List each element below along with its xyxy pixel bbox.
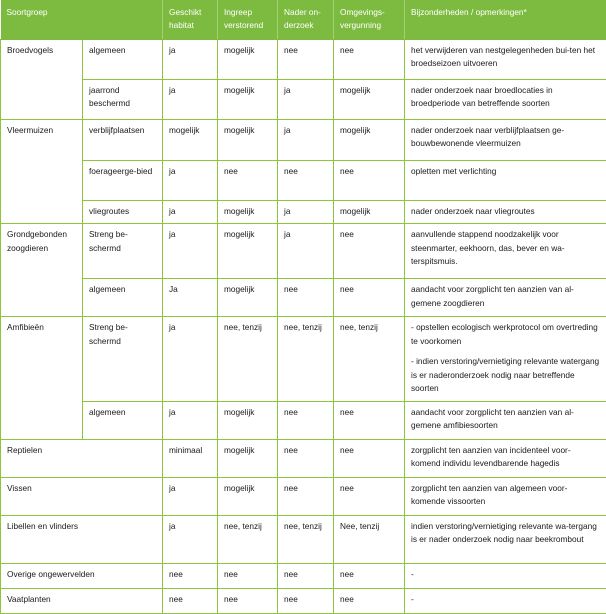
cell-omgevingsvergunning: nee: [334, 477, 405, 515]
cell-paragraph: nader onderzoek naar verblijfplaatsen ge-bouwbewonende vleermuizen: [411, 124, 600, 151]
cell-bijzonderheden: [405, 317, 606, 401]
header-line-2: habitat: [169, 19, 212, 32]
header-line-1: Nader on-: [284, 6, 328, 19]
column-header-omgevingsvergunning: [334, 0, 405, 39]
cell-omgevingsvergunning: mogelijk: [334, 119, 405, 160]
cell-geschikt-habitat: ja: [163, 515, 218, 563]
cell-bijzonderheden: [405, 224, 606, 279]
cell-nader-onderzoek: nee: [278, 477, 334, 515]
cell-ingreep-verstorend: mogelijk: [218, 39, 278, 79]
cell-soortgroep: Overige ongewervelden: [1, 563, 163, 588]
cell-geschikt-habitat: nee: [163, 588, 218, 613]
cell-soortgroep: Broedvogels: [1, 39, 83, 119]
table-row: [1, 563, 606, 588]
cell-paragraph: nader onderzoek naar vliegroutes: [411, 205, 600, 218]
cell-paragraph: - opstellen ecologisch werkprotocol om overtreding te voorkomen: [411, 321, 600, 348]
cell-ingreep-verstorend: mogelijk: [218, 119, 278, 160]
cell-bijzonderheden: [405, 119, 606, 160]
cell-paragraph: -: [411, 593, 600, 606]
cell-omgevingsvergunning: nee: [334, 279, 405, 317]
cell-bijzonderheden: [405, 563, 606, 588]
table-row: [1, 401, 606, 439]
column-header-soortgroep: Soortgroep: [1, 0, 163, 39]
cell-ingreep-verstorend: mogelijk: [218, 79, 278, 119]
table-row: [1, 200, 606, 223]
cell-nader-onderzoek: nee: [278, 279, 334, 317]
cell-ingreep-verstorend: nee: [218, 563, 278, 588]
cell-bijzonderheden: [405, 439, 606, 477]
cell-omgevingsvergunning: Nee, tenzij: [334, 515, 405, 563]
cell-paragraph: indien verstoring/vernietiging relevante wa-tergang is er nader onderzoek nodig naar beekrombout: [411, 520, 600, 547]
cell-subgroep: algemeen: [83, 401, 163, 439]
cell-paragraph: nader onderzoek naar broedlocaties in broedperiode van betreffende soorten: [411, 84, 600, 111]
cell-subgroep: Streng be-schermd: [83, 224, 163, 279]
table-row: [1, 79, 606, 119]
cell-ingreep-verstorend: nee, tenzij: [218, 317, 278, 401]
cell-paragraph: het verwijderen van nestgelegenheden bui-ten het broedseizoen uitvoeren: [411, 44, 600, 71]
header-row: [1, 0, 606, 39]
cell-paragraph: -: [411, 568, 600, 581]
cell-paragraph: aandacht voor zorgplicht ten aanzien van al-gemene amfibiesoorten: [411, 406, 600, 433]
cell-soortgroep: Reptielen: [1, 439, 163, 477]
cell-omgevingsvergunning: nee: [334, 563, 405, 588]
cell-soortgroep: Vaatplanten: [1, 588, 163, 613]
cell-bijzonderheden: [405, 79, 606, 119]
cell-omgevingsvergunning: nee: [334, 224, 405, 279]
cell-geschikt-habitat: ja: [163, 401, 218, 439]
cell-nader-onderzoek: nee, tenzij: [278, 515, 334, 563]
cell-geschikt-habitat: ja: [163, 224, 218, 279]
column-header-ingreep-verstorend: [218, 0, 278, 39]
table-row: [1, 279, 606, 317]
cell-nader-onderzoek: nee: [278, 563, 334, 588]
cell-geschikt-habitat: mogelijk: [163, 119, 218, 160]
cell-nader-onderzoek: ja: [278, 200, 334, 223]
cell-soortgroep: Grondgebonden zoogdieren: [1, 224, 83, 317]
cell-omgevingsvergunning: nee: [334, 401, 405, 439]
cell-nader-onderzoek: ja: [278, 224, 334, 279]
cell-nader-onderzoek: nee, tenzij: [278, 317, 334, 401]
cell-nader-onderzoek: nee: [278, 401, 334, 439]
table-row: [1, 515, 606, 563]
cell-subgroep: algemeen: [83, 39, 163, 79]
cell-bijzonderheden: [405, 279, 606, 317]
header-line-2: derzoek: [284, 19, 328, 32]
cell-bijzonderheden: [405, 477, 606, 515]
cell-bijzonderheden: [405, 401, 606, 439]
table-row: [1, 224, 606, 279]
cell-geschikt-habitat: ja: [163, 79, 218, 119]
cell-omgevingsvergunning: nee: [334, 439, 405, 477]
header-line-2: vergunning: [340, 19, 399, 32]
cell-geschikt-habitat: ja: [163, 477, 218, 515]
cell-ingreep-verstorend: mogelijk: [218, 401, 278, 439]
cell-bijzonderheden: [405, 515, 606, 563]
cell-omgevingsvergunning: mogelijk: [334, 79, 405, 119]
cell-subgroep: algemeen: [83, 279, 163, 317]
column-header-nader-onderzoek: [278, 0, 334, 39]
cell-subgroep: Streng be-schermd: [83, 317, 163, 401]
cell-omgevingsvergunning: nee, tenzij: [334, 317, 405, 401]
header-line-1: Omgevings-: [340, 6, 399, 19]
cell-geschikt-habitat: minimaal: [163, 439, 218, 477]
cell-nader-onderzoek: nee: [278, 439, 334, 477]
header-line-2: verstorend: [224, 19, 272, 32]
cell-ingreep-verstorend: nee, tenzij: [218, 515, 278, 563]
cell-ingreep-verstorend: mogelijk: [218, 224, 278, 279]
cell-paragraph: aanvullende stappend noodzakelijk voor steenmarter, eekhoorn, das, bever en wa-terspitsmuis.: [411, 228, 600, 268]
cell-geschikt-habitat: Ja: [163, 279, 218, 317]
cell-nader-onderzoek: ja: [278, 79, 334, 119]
cell-ingreep-verstorend: mogelijk: [218, 279, 278, 317]
cell-omgevingsvergunning: mogelijk: [334, 200, 405, 223]
cell-nader-onderzoek: nee: [278, 39, 334, 79]
cell-bijzonderheden: [405, 160, 606, 200]
cell-subgroep: vliegroutes: [83, 200, 163, 223]
cell-omgevingsvergunning: nee: [334, 588, 405, 613]
table-row: [1, 439, 606, 477]
cell-geschikt-habitat: ja: [163, 317, 218, 401]
cell-ingreep-verstorend: mogelijk: [218, 477, 278, 515]
cell-bijzonderheden: [405, 200, 606, 223]
cell-nader-onderzoek: nee: [278, 160, 334, 200]
cell-soortgroep: Vleermuizen: [1, 119, 83, 223]
cell-ingreep-verstorend: nee: [218, 160, 278, 200]
table-body: [1, 39, 606, 613]
table-row: [1, 317, 606, 401]
cell-subgroep: jaarrond beschermd: [83, 79, 163, 119]
cell-subgroep: foerageerge-bied: [83, 160, 163, 200]
table-header: [1, 0, 606, 39]
cell-subgroep: verblijfplaatsen: [83, 119, 163, 160]
cell-geschikt-habitat: ja: [163, 200, 218, 223]
header-line-1: Ingreep: [224, 6, 272, 19]
cell-omgevingsvergunning: nee: [334, 160, 405, 200]
cell-paragraph: aandacht voor zorgplicht ten aanzien van al-gemene zoogdieren: [411, 283, 600, 310]
cell-paragraph: opletten met verlichting: [411, 165, 600, 178]
cell-ingreep-verstorend: mogelijk: [218, 439, 278, 477]
column-header-geschikt-habitat: [163, 0, 218, 39]
cell-nader-onderzoek: nee: [278, 588, 334, 613]
cell-soortgroep: Amfibieën: [1, 317, 83, 439]
table-row: [1, 477, 606, 515]
cell-omgevingsvergunning: nee: [334, 39, 405, 79]
cell-paragraph: - indien verstoring/vernietiging relevante watergang is er naderonderzoek nodig naar betreffende soorten: [411, 355, 600, 395]
cell-paragraph: zorgplicht ten aanzien van algemeen voor-komende vissoorten: [411, 482, 600, 509]
cell-geschikt-habitat: ja: [163, 39, 218, 79]
cell-nader-onderzoek: ja: [278, 119, 334, 160]
cell-geschikt-habitat: nee: [163, 563, 218, 588]
cell-soortgroep: Libellen en vlinders: [1, 515, 163, 563]
table-row: [1, 39, 606, 79]
table-row: [1, 119, 606, 160]
cell-paragraph: zorgplicht ten aanzien van incidenteel voor-komend individu levendbarende hagedis: [411, 444, 600, 471]
cell-soortgroep: Vissen: [1, 477, 163, 515]
cell-ingreep-verstorend: nee: [218, 588, 278, 613]
cell-ingreep-verstorend: mogelijk: [218, 200, 278, 223]
header-line-1: Geschikt: [169, 6, 212, 19]
cell-bijzonderheden: [405, 39, 606, 79]
table-row: [1, 160, 606, 200]
cell-geschikt-habitat: ja: [163, 160, 218, 200]
column-header-bijzonderheden: Bijzonderheden / opmerkingen*: [405, 0, 606, 39]
